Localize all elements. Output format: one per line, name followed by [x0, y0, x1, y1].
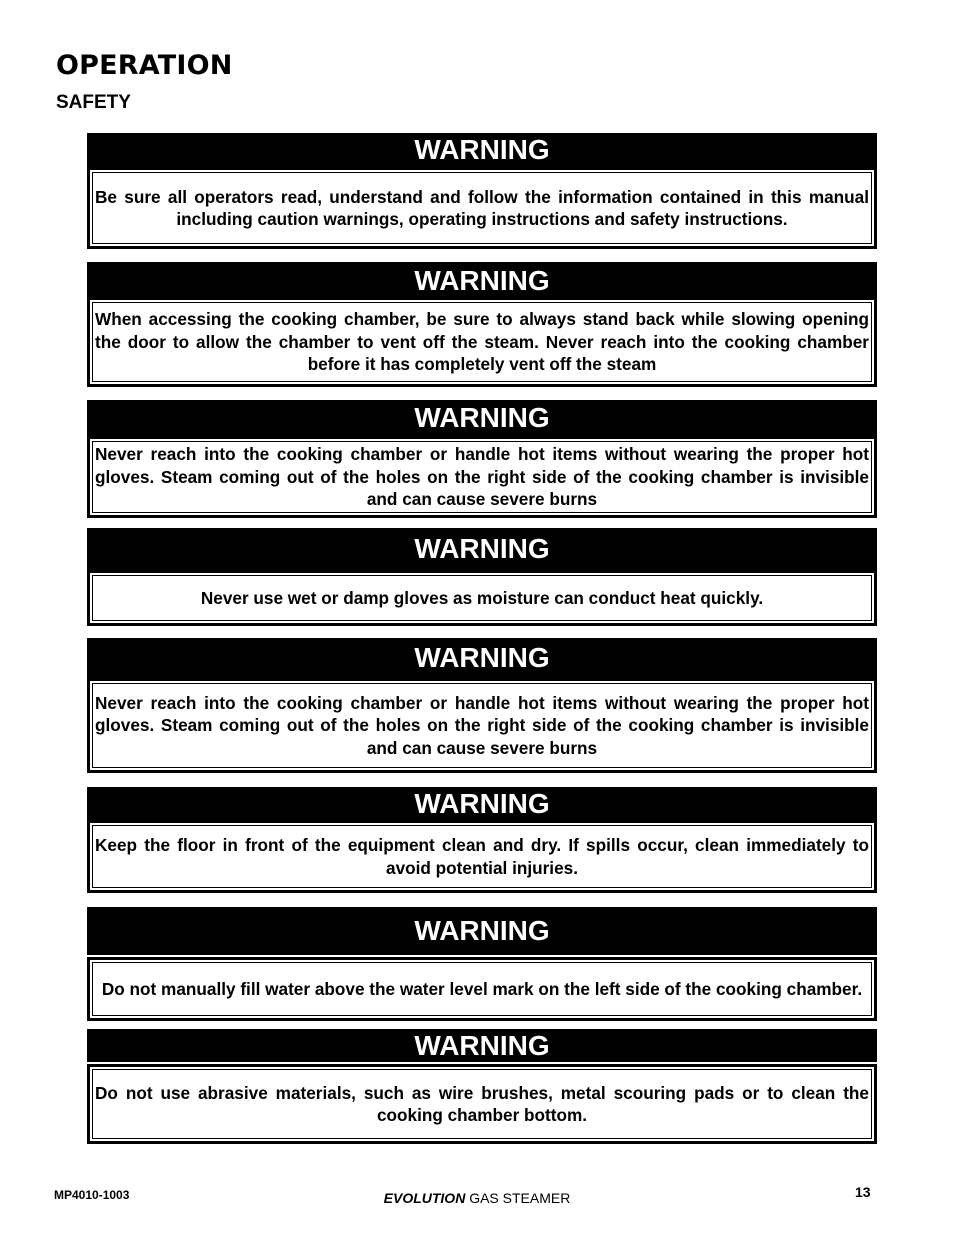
warning-header: WARNING — [87, 638, 877, 678]
warning-text: Be sure all operators read, understand and follow the information contained in this manual including caution warnings, operating instructions and safety instructions. — [95, 186, 869, 229]
warning-body — [87, 436, 877, 518]
warning-box — [87, 262, 877, 387]
warning-text: Never reach into the cooking chamber or handle hot items without wearing the proper hot gloves. Steam coming out of the holes on the right side of the cooking chamber is invisible and can cause severe burns — [95, 444, 869, 510]
warning-body — [87, 570, 877, 626]
warning-box — [87, 907, 877, 1021]
warning-body — [87, 957, 877, 1021]
warning-header: WARNING — [87, 1029, 877, 1062]
footer-brand: EVOLUTION — [383, 1190, 466, 1206]
warning-box — [87, 400, 877, 518]
section-title: SAFETY — [56, 92, 131, 113]
warning-box — [87, 787, 877, 893]
warning-box — [87, 1029, 877, 1144]
page-title: OPERATION — [56, 50, 233, 81]
footer-product-name: GAS STEAMER — [469, 1190, 571, 1206]
warning-text: When accessing the cooking chamber, be sure to always stand back while slowing opening the door to allow the chamber to vent off the steam. Never reach into the cooking chamber before it has completely vent off the steam — [95, 309, 869, 375]
document-number: MP4010-1003 — [54, 1188, 130, 1202]
warning-header: WARNING — [87, 400, 877, 436]
warning-header: WARNING — [87, 262, 877, 300]
warning-box — [87, 528, 877, 626]
warning-body — [87, 297, 877, 387]
warning-body — [87, 820, 877, 893]
warning-box — [87, 638, 877, 773]
page-number: 13 — [855, 1184, 871, 1200]
warning-header: WARNING — [87, 528, 877, 570]
warning-body — [87, 1064, 877, 1144]
warning-text: Do not manually fill water above the water level mark on the left side of the cooking chamber. — [101, 978, 863, 999]
warning-header: WARNING — [87, 907, 877, 955]
warning-text: Never use wet or damp gloves as moisture can conduct heat quickly. — [200, 587, 764, 608]
warning-text: Do not use abrasive materials, such as wire brushes, metal scouring pads or to clean the cooking chamber bottom. — [95, 1082, 869, 1125]
warning-text: Keep the floor in front of the equipment clean and dry. If spills occur, clean immediately to avoid potential injuries. — [95, 835, 869, 878]
warning-body — [87, 167, 877, 249]
footer-product — [0, 1190, 954, 1206]
warning-header: WARNING — [87, 787, 877, 820]
warning-box — [87, 133, 877, 249]
warning-body — [87, 678, 877, 773]
warning-header: WARNING — [87, 133, 877, 167]
warning-text: Never reach into the cooking chamber or handle hot items without wearing the proper hot gloves. Steam coming out of the holes on the right side of the cooking chamber is invisible and can cause severe burns — [95, 692, 869, 758]
